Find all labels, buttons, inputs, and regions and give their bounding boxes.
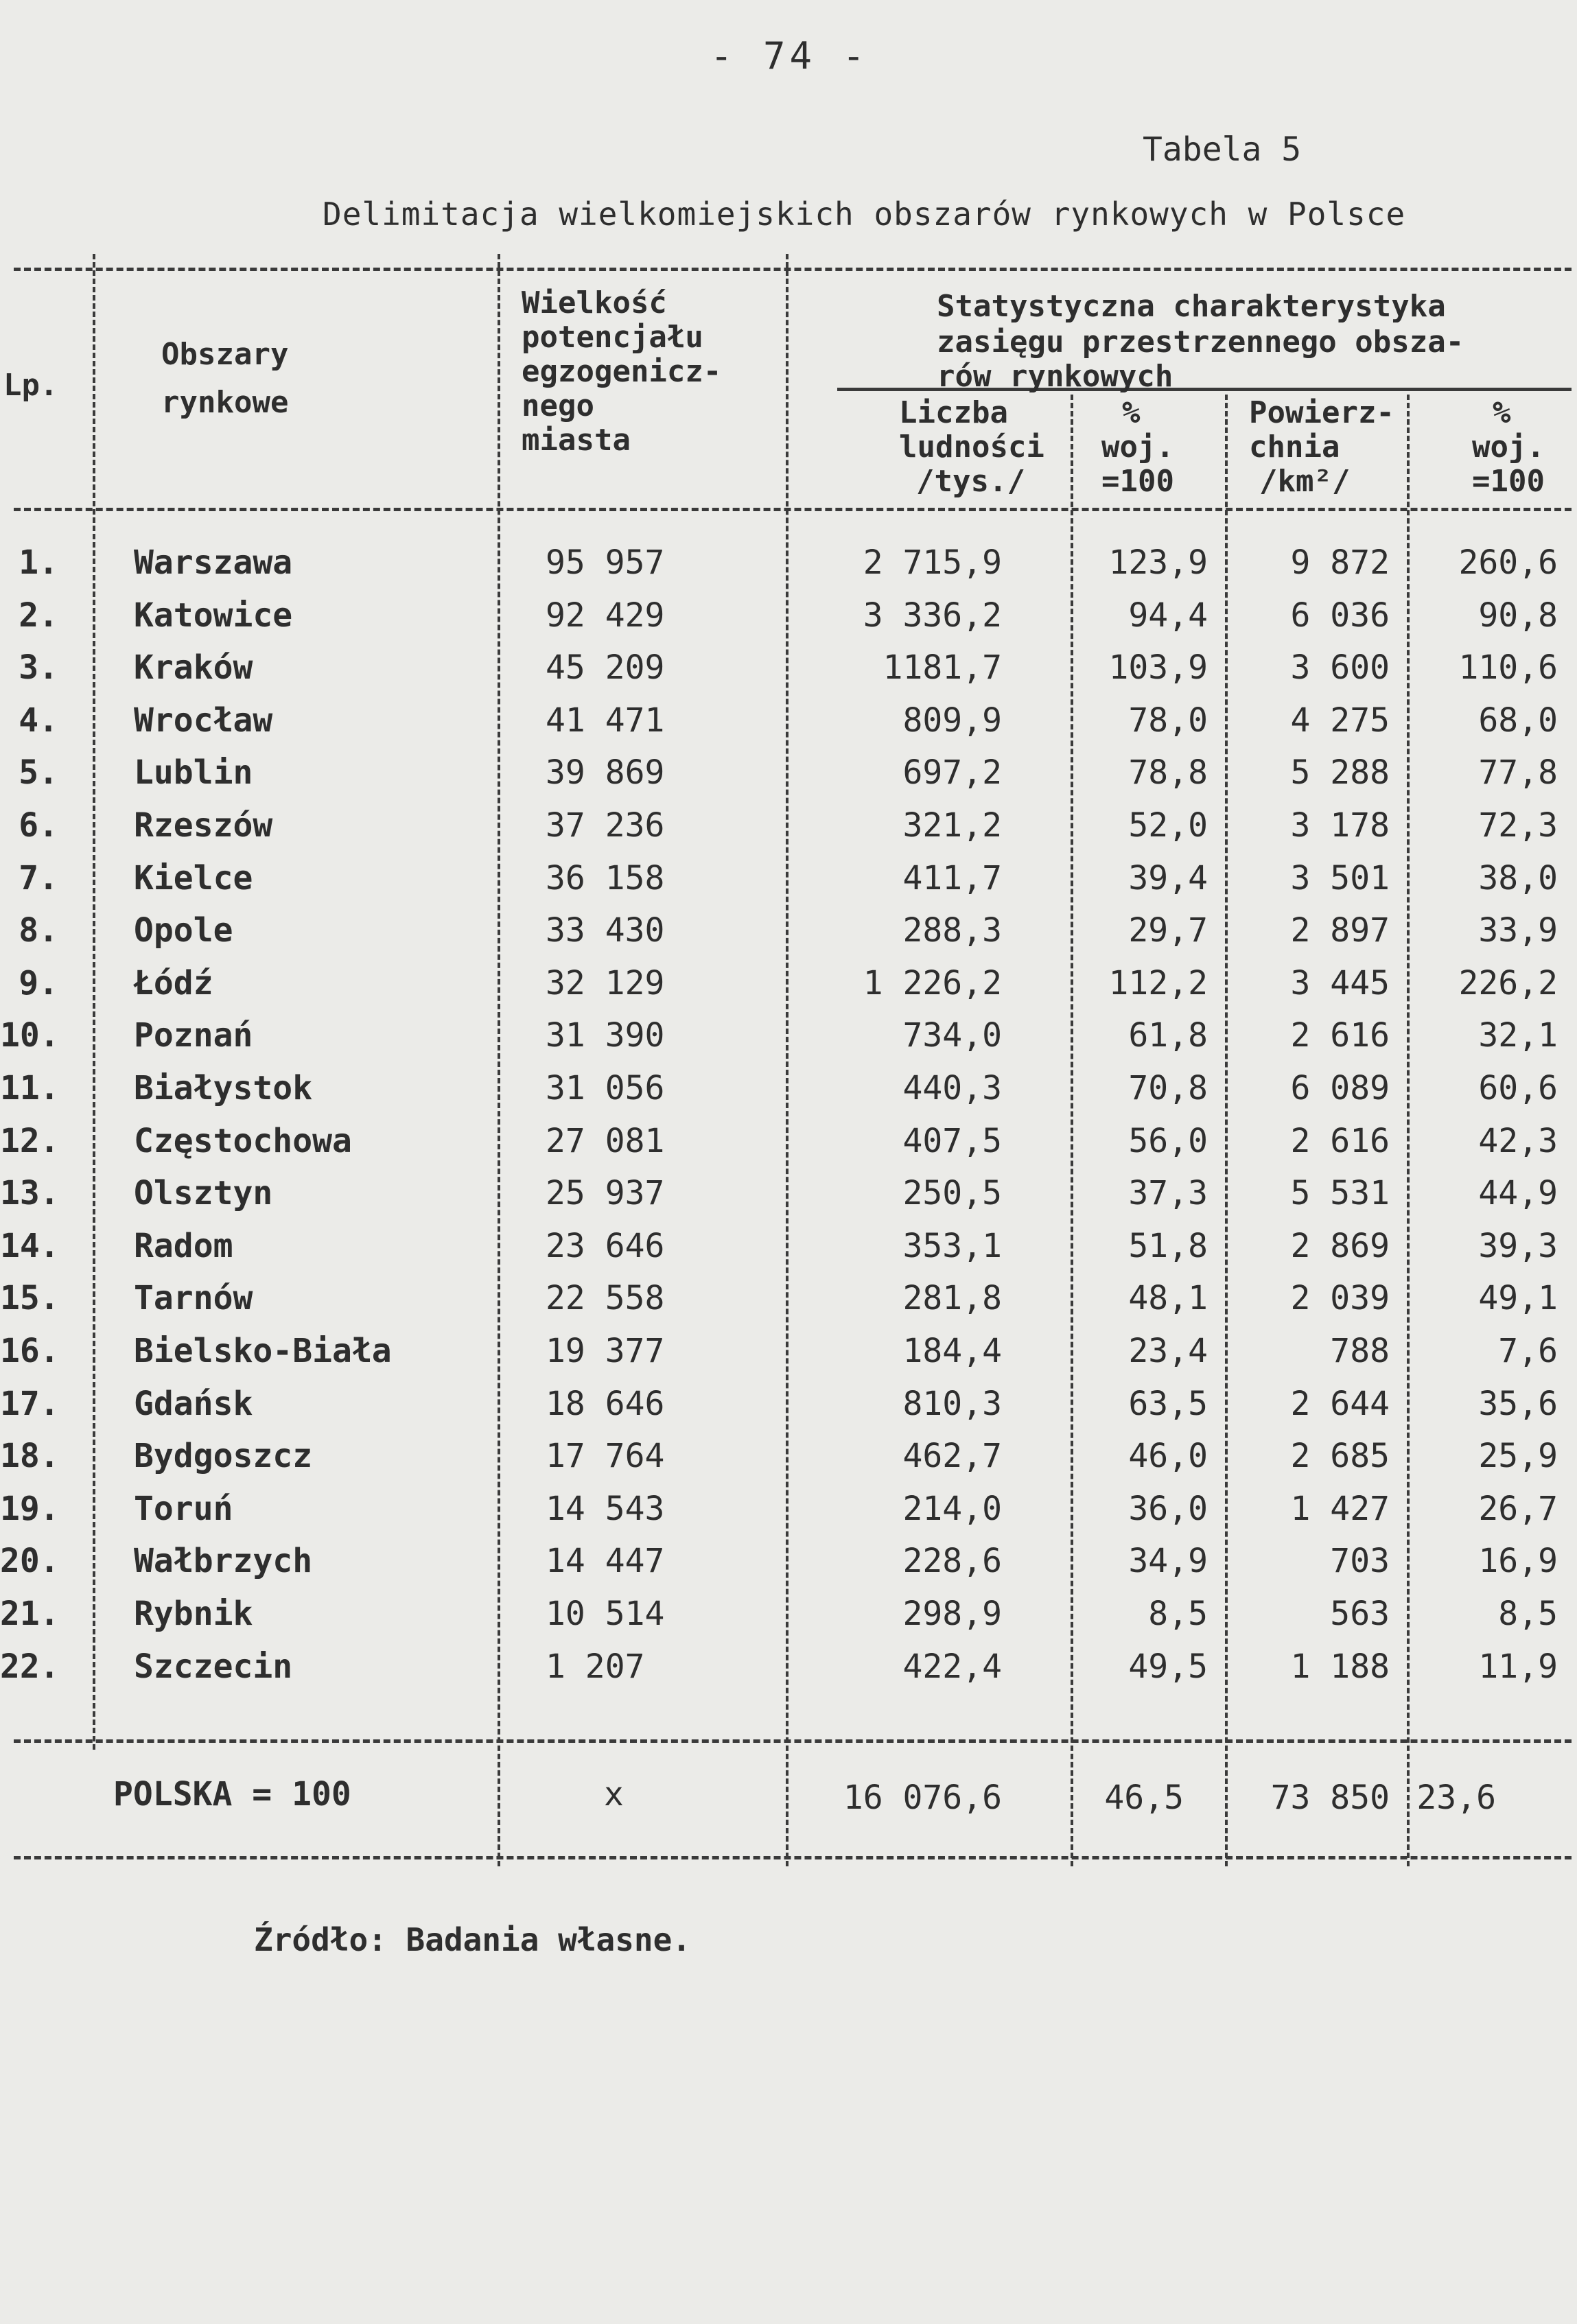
row-lp: 5. xyxy=(19,753,58,793)
header-pct-pop-line3: =100 xyxy=(1101,464,1174,499)
row-name: Radom xyxy=(134,1226,233,1265)
row-pct-area: 260,6 xyxy=(1458,543,1558,582)
row-population: 809,9 xyxy=(902,701,1002,740)
row-area: 1 427 xyxy=(1290,1489,1390,1528)
row-lp: 12. xyxy=(0,1121,60,1160)
row-name: Białystok xyxy=(134,1069,313,1107)
row-pct-area: 90,8 xyxy=(1478,596,1558,635)
col-divider-name xyxy=(498,254,500,1866)
row-lp: 20. xyxy=(0,1542,60,1581)
row-potential: 36 158 xyxy=(546,858,665,897)
row-area: 3 445 xyxy=(1290,963,1390,1002)
header-pop-line3: /tys./ xyxy=(916,464,1025,499)
row-pct-pop: 39,4 xyxy=(1128,858,1208,897)
row-lp: 2. xyxy=(19,596,58,635)
header-area-line2: rynkowe xyxy=(161,385,289,420)
row-potential: 31 056 xyxy=(546,1069,665,1107)
row-name: Kielce xyxy=(134,858,253,897)
total-pct-area: 23,6 xyxy=(1416,1779,1496,1817)
row-potential: 95 957 xyxy=(546,543,665,582)
row-area: 3 178 xyxy=(1290,806,1390,845)
row-potential: 33 430 xyxy=(546,911,665,950)
row-name: Wrocław xyxy=(134,701,273,740)
row-lp: 21. xyxy=(0,1595,60,1633)
row-pct-area: 32,1 xyxy=(1478,1016,1558,1055)
table-label: Tabela 5 xyxy=(1143,130,1302,169)
row-name: Częstochowa xyxy=(134,1121,352,1160)
row-lp: 16. xyxy=(0,1332,60,1370)
row-pct-pop: 51,8 xyxy=(1128,1226,1208,1265)
row-lp: 19. xyxy=(0,1489,60,1528)
row-pct-area: 39,3 xyxy=(1478,1226,1558,1265)
row-name: Bydgoszcz xyxy=(134,1437,313,1476)
row-lp: 17. xyxy=(0,1384,60,1423)
header-area-sq-line1: Powierz- xyxy=(1249,395,1394,430)
row-pct-area: 77,8 xyxy=(1478,753,1558,793)
header-pop-line2: ludności xyxy=(899,430,1044,465)
row-potential: 14 543 xyxy=(546,1489,665,1528)
row-pct-area: 44,9 xyxy=(1478,1174,1558,1213)
rule-top xyxy=(14,268,1572,271)
row-lp: 10. xyxy=(0,1016,60,1055)
header-pct-area-line3: =100 xyxy=(1472,464,1545,499)
row-population: 228,6 xyxy=(902,1542,1002,1581)
row-population: 2 715,9 xyxy=(863,543,1002,582)
row-area: 6 089 xyxy=(1290,1069,1390,1107)
row-lp: 4. xyxy=(19,701,58,740)
row-population: 184,4 xyxy=(902,1332,1002,1370)
col-divider-potential xyxy=(786,254,788,1866)
row-area: 788 xyxy=(1330,1332,1390,1370)
row-potential: 10 514 xyxy=(546,1595,665,1633)
row-population: 411,7 xyxy=(902,858,1002,897)
row-area: 3 600 xyxy=(1290,648,1390,688)
row-pct-pop: 49,5 xyxy=(1128,1647,1208,1686)
row-area: 9 872 xyxy=(1290,543,1390,582)
row-pct-pop: 37,3 xyxy=(1128,1174,1208,1213)
row-population: 440,3 xyxy=(902,1069,1002,1107)
row-area: 4 275 xyxy=(1290,701,1390,740)
header-pct-area-line2: woj. xyxy=(1472,430,1545,465)
row-pct-area: 38,0 xyxy=(1478,858,1558,897)
header-potential-line5: miasta xyxy=(522,423,631,458)
row-population: 1181,7 xyxy=(883,648,1002,688)
row-name: Toruń xyxy=(134,1489,233,1528)
row-population: 3 336,2 xyxy=(863,596,1002,635)
header-lp: Lp. xyxy=(3,368,58,403)
row-population: 462,7 xyxy=(902,1437,1002,1476)
row-potential: 45 209 xyxy=(546,648,665,688)
page-number: - 74 - xyxy=(710,34,869,78)
row-name: Olsztyn xyxy=(134,1174,273,1213)
row-lp: 13. xyxy=(0,1174,60,1213)
rule-total-bottom xyxy=(14,1856,1572,1859)
col-divider-lp xyxy=(93,254,95,1750)
row-potential: 23 646 xyxy=(546,1226,665,1265)
row-population: 353,1 xyxy=(902,1226,1002,1265)
row-pct-area: 8,5 xyxy=(1498,1595,1558,1633)
row-pct-area: 68,0 xyxy=(1478,701,1558,740)
row-population: 250,5 xyxy=(902,1174,1002,1213)
header-area-line1: Obszary xyxy=(161,337,289,372)
row-name: Warszawa xyxy=(134,543,293,582)
total-pct-pop: 46,5 xyxy=(1104,1779,1184,1817)
row-potential: 37 236 xyxy=(546,806,665,845)
table-title: Delimitacja wielkomiejskich obszarów rynkowych w Polsce xyxy=(323,196,1406,233)
row-pct-pop: 63,5 xyxy=(1128,1384,1208,1423)
row-pct-pop: 78,0 xyxy=(1128,701,1208,740)
row-population: 281,8 xyxy=(902,1279,1002,1318)
row-lp: 8. xyxy=(19,911,58,950)
total-area: 73 850 xyxy=(1270,1779,1390,1817)
header-stats-line3: rów rynkowych xyxy=(937,359,1173,394)
row-population: 734,0 xyxy=(902,1016,1002,1055)
row-name: Katowice xyxy=(134,596,293,635)
row-lp: 7. xyxy=(19,858,58,897)
row-area: 2 616 xyxy=(1290,1016,1390,1055)
row-pct-pop: 112,2 xyxy=(1108,963,1208,1002)
row-potential: 1 207 xyxy=(546,1647,645,1686)
row-potential: 92 429 xyxy=(546,596,665,635)
row-population: 407,5 xyxy=(902,1121,1002,1160)
row-lp: 18. xyxy=(0,1437,60,1476)
row-name: Tarnów xyxy=(134,1279,253,1318)
row-potential: 27 081 xyxy=(546,1121,665,1160)
row-area: 2 869 xyxy=(1290,1226,1390,1265)
source-note: Źródło: Badania własne. xyxy=(254,1921,691,1958)
row-lp: 22. xyxy=(0,1647,60,1686)
row-area: 2 616 xyxy=(1290,1121,1390,1160)
row-area: 2 039 xyxy=(1290,1279,1390,1318)
row-potential: 19 377 xyxy=(546,1332,665,1370)
row-lp: 11. xyxy=(0,1069,60,1107)
row-pct-area: 42,3 xyxy=(1478,1121,1558,1160)
header-area-sq-line3: /km²/ xyxy=(1259,464,1351,499)
row-area: 3 501 xyxy=(1290,858,1390,897)
row-name: Wałbrzych xyxy=(134,1542,313,1581)
header-potential-line4: nego xyxy=(522,388,594,423)
row-lp: 9. xyxy=(19,963,58,1002)
row-pct-pop: 70,8 xyxy=(1128,1069,1208,1107)
row-name: Lublin xyxy=(134,753,253,793)
row-pct-area: 49,1 xyxy=(1478,1279,1558,1318)
rule-body-bottom xyxy=(14,1739,1572,1743)
row-potential: 22 558 xyxy=(546,1279,665,1318)
row-name: Szczecin xyxy=(134,1647,293,1686)
row-pct-pop: 36,0 xyxy=(1128,1489,1208,1528)
row-pct-area: 35,6 xyxy=(1478,1384,1558,1423)
row-area: 703 xyxy=(1330,1542,1390,1581)
row-lp: 3. xyxy=(19,648,58,688)
header-pop-line1: Liczba xyxy=(899,395,1008,430)
row-name: Łódź xyxy=(134,963,213,1002)
total-potential: x xyxy=(604,1775,624,1814)
row-lp: 1. xyxy=(19,543,58,582)
row-area: 563 xyxy=(1330,1595,1390,1633)
row-potential: 18 646 xyxy=(546,1384,665,1423)
row-pct-pop: 61,8 xyxy=(1128,1016,1208,1055)
header-pct-pop-line2: woj. xyxy=(1101,430,1174,465)
row-pct-area: 11,9 xyxy=(1478,1647,1558,1686)
row-pct-pop: 94,4 xyxy=(1128,596,1208,635)
row-pct-pop: 103,9 xyxy=(1108,648,1208,688)
header-stats-line2: zasięgu przestrzennego obsza- xyxy=(937,325,1464,360)
row-pct-pop: 29,7 xyxy=(1128,911,1208,950)
row-potential: 39 869 xyxy=(546,753,665,793)
row-name: Opole xyxy=(134,911,233,950)
row-population: 288,3 xyxy=(902,911,1002,950)
header-potential-line3: egzogenicz- xyxy=(522,354,722,389)
row-area: 5 288 xyxy=(1290,753,1390,793)
row-potential: 32 129 xyxy=(546,963,665,1002)
row-area: 2 644 xyxy=(1290,1384,1390,1423)
row-population: 321,2 xyxy=(902,806,1002,845)
row-potential: 14 447 xyxy=(546,1542,665,1581)
row-pct-pop: 8,5 xyxy=(1148,1595,1208,1633)
row-potential: 17 764 xyxy=(546,1437,665,1476)
row-pct-area: 226,2 xyxy=(1458,963,1558,1002)
row-pct-area: 110,6 xyxy=(1458,648,1558,688)
row-pct-area: 25,9 xyxy=(1478,1437,1558,1476)
header-stats-line1: Statystyczna charakterystyka xyxy=(937,289,1446,324)
row-area: 2 897 xyxy=(1290,911,1390,950)
row-potential: 31 390 xyxy=(546,1016,665,1055)
row-pct-area: 72,3 xyxy=(1478,806,1558,845)
row-area: 6 036 xyxy=(1290,596,1390,635)
row-population: 214,0 xyxy=(902,1489,1002,1528)
row-lp: 14. xyxy=(0,1226,60,1265)
row-population: 810,3 xyxy=(902,1384,1002,1423)
row-name: Gdańsk xyxy=(134,1384,253,1423)
header-potential-line2: potencjału xyxy=(522,320,703,355)
row-pct-area: 7,6 xyxy=(1498,1332,1558,1370)
total-population: 16 076,6 xyxy=(843,1779,1002,1817)
row-pct-pop: 56,0 xyxy=(1128,1121,1208,1160)
total-label: POLSKA = 100 xyxy=(113,1775,351,1814)
row-pct-pop: 23,4 xyxy=(1128,1332,1208,1370)
row-pct-pop: 34,9 xyxy=(1128,1542,1208,1581)
col-divider-pct-pop xyxy=(1225,395,1228,1866)
row-pct-area: 16,9 xyxy=(1478,1542,1558,1581)
row-population: 697,2 xyxy=(902,753,1002,793)
row-pct-pop: 123,9 xyxy=(1108,543,1208,582)
row-potential: 41 471 xyxy=(546,701,665,740)
row-population: 422,4 xyxy=(902,1647,1002,1686)
row-name: Rybnik xyxy=(134,1595,253,1633)
row-name: Rzeszów xyxy=(134,806,273,845)
row-population: 298,9 xyxy=(902,1595,1002,1633)
row-name: Poznań xyxy=(134,1016,253,1055)
row-area: 2 685 xyxy=(1290,1437,1390,1476)
row-pct-area: 26,7 xyxy=(1478,1489,1558,1528)
row-lp: 6. xyxy=(19,806,58,845)
header-pct-pop-line1: % xyxy=(1122,395,1141,430)
row-pct-area: 60,6 xyxy=(1478,1069,1558,1107)
header-pct-area-line1: % xyxy=(1493,395,1511,430)
row-area: 1 188 xyxy=(1290,1647,1390,1686)
row-pct-pop: 52,0 xyxy=(1128,806,1208,845)
row-pct-pop: 46,0 xyxy=(1128,1437,1208,1476)
rule-header-bottom xyxy=(14,508,1572,511)
header-potential-line1: Wielkość xyxy=(522,285,667,320)
row-name: Bielsko-Biała xyxy=(134,1332,392,1370)
row-name: Kraków xyxy=(134,648,253,688)
col-divider-area xyxy=(1407,395,1410,1866)
row-area: 5 531 xyxy=(1290,1174,1390,1213)
row-potential: 25 937 xyxy=(546,1174,665,1213)
row-pct-pop: 48,1 xyxy=(1128,1279,1208,1318)
row-population: 1 226,2 xyxy=(863,963,1002,1002)
row-lp: 15. xyxy=(0,1279,60,1318)
header-area-sq-line2: chnia xyxy=(1249,430,1340,465)
row-pct-area: 33,9 xyxy=(1478,911,1558,950)
row-pct-pop: 78,8 xyxy=(1128,753,1208,793)
